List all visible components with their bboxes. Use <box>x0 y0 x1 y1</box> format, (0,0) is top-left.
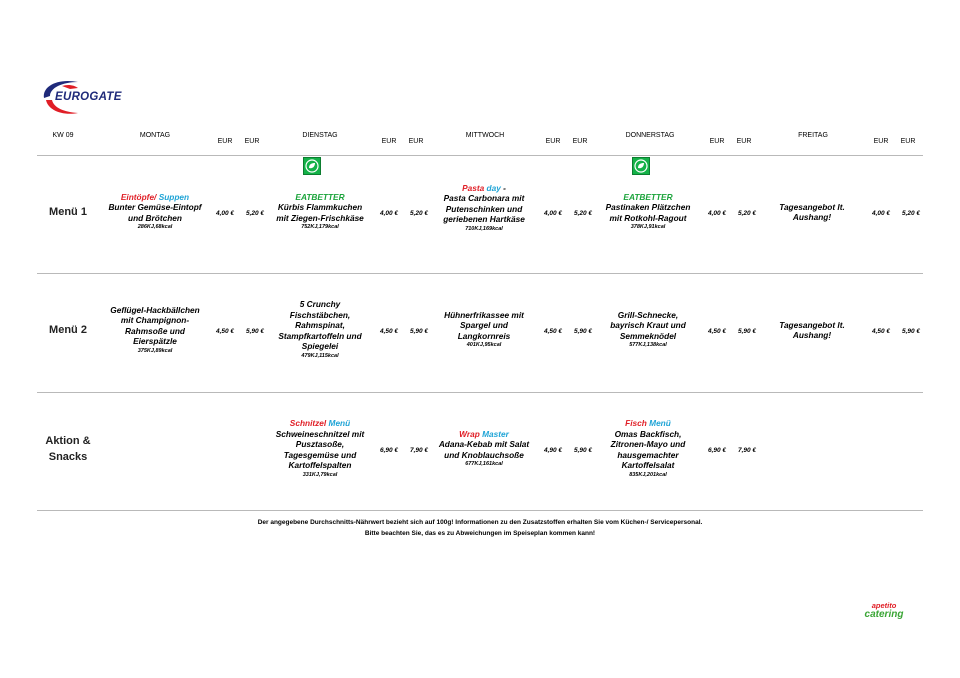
dish-line: Tagesgemüse und <box>283 449 357 460</box>
price-employee: 4,00 € <box>215 210 235 217</box>
divider <box>37 155 923 156</box>
dish-tag-word: Eintöpfe/ <box>120 191 157 202</box>
brand-line-2: catering <box>864 609 904 620</box>
price-guest: 5,90 € <box>737 328 757 335</box>
price-guest: 7,90 € <box>737 447 757 454</box>
dish-nutrition: 752KJ,179kcal <box>301 224 339 231</box>
dish-cell-wednesday <box>409 429 559 470</box>
price-guest: 5,20 € <box>409 210 429 217</box>
dish-line: Langkornreis <box>457 330 511 341</box>
dish-cell-thursday <box>573 310 723 351</box>
dish-cell-wednesday <box>409 183 559 234</box>
dish-line: und Knoblauchsoße <box>444 449 524 460</box>
dish-tag <box>409 429 559 440</box>
dish-line: Tagesangebot lt. <box>779 319 845 330</box>
price-guest: 5,20 € <box>901 210 921 217</box>
eur-label: EUR <box>572 138 588 145</box>
dish-line: mit Ziegen-Frischkäse <box>276 212 364 223</box>
price-employee: 4,50 € <box>707 328 727 335</box>
divider <box>37 273 923 274</box>
dish-line: Kartoffelspalten <box>288 460 352 471</box>
dish-nutrition: 479KJ,115kcal <box>301 352 339 359</box>
eur-label: EUR <box>709 138 725 145</box>
dish-line: und Brötchen <box>128 212 182 223</box>
day-header-wednesday: MITTWOCH <box>465 132 505 139</box>
dish-cell-wednesday <box>409 310 559 351</box>
dish-line: Adana-Kebab mit Salat <box>438 439 530 450</box>
price-employee: 4,00 € <box>543 210 563 217</box>
dish-tag <box>80 192 230 203</box>
dish-cell-tuesday <box>245 192 395 233</box>
dish-line: mit Rotkohl-Ragout <box>609 212 687 223</box>
dish-line: Rahmspinat, <box>295 320 345 331</box>
logo-text: EUROGATE <box>55 91 122 103</box>
price-employee: 4,50 € <box>871 328 891 335</box>
dish-tag-word: Wrap <box>459 428 480 439</box>
dish-line: Spargel und <box>460 320 508 331</box>
dish-nutrition: 677KJ,161kcal <box>465 461 503 468</box>
dish-nutrition: 375KJ,89kcal <box>137 347 173 354</box>
dish-line: hausgemachter <box>617 449 679 460</box>
eur-label: EUR <box>217 138 233 145</box>
day-header-monday: MONTAG <box>139 132 171 139</box>
week-number: KW 09 <box>52 132 74 139</box>
dish-line: Geflügel-Hackbällchen <box>110 304 200 315</box>
dish-tag <box>245 418 395 429</box>
dish-line: Kartoffelsalat <box>621 460 675 471</box>
dish-line: Zitronen-Mayo und <box>610 439 686 450</box>
dish-line: Pusztasoße, <box>295 439 345 450</box>
price-employee: 4,00 € <box>379 210 399 217</box>
price-guest: 5,20 € <box>573 210 593 217</box>
row-label <box>36 433 100 465</box>
price-guest: 5,20 € <box>245 210 265 217</box>
dish-cell-tuesday <box>245 418 395 480</box>
price-guest: 5,90 € <box>245 328 265 335</box>
dish-nutrition: 835KJ,201kcal <box>629 471 667 478</box>
dish-nutrition: 577KJ,138kcal <box>629 342 667 349</box>
eur-label: EUR <box>244 138 260 145</box>
dish-line: Rahmsoße und <box>125 325 185 336</box>
footer-line: Bitte beachten Sie, das es zu Abweichungen im Speiseplan kommen kann! <box>364 529 596 537</box>
eur-label: EUR <box>381 138 397 145</box>
dish-cell-friday <box>737 202 887 223</box>
row-label-line: Menü 2 <box>49 324 87 336</box>
dish-tag-word: Pasta <box>462 182 485 193</box>
dish-line: Tagesangebot lt. <box>779 201 845 212</box>
eurogate-logo <box>40 76 150 116</box>
price-guest: 5,90 € <box>901 328 921 335</box>
dish-line: Grill-Schnecke, <box>617 309 679 320</box>
price-employee: 6,90 € <box>379 447 399 454</box>
dish-line: Kürbis Flammkuchen <box>277 202 363 213</box>
price-guest: 5,90 € <box>409 328 429 335</box>
apetito-catering-logo <box>855 601 913 619</box>
dish-line: Fischstäbchen, <box>289 309 351 320</box>
dish-tag-word: Master <box>482 428 509 439</box>
price-employee: 4,50 € <box>379 328 399 335</box>
dish-line: mit Champignon- <box>120 315 190 325</box>
dish-tag <box>245 192 395 203</box>
price-employee: 6,90 € <box>707 447 727 454</box>
price-guest: 5,90 € <box>573 447 593 454</box>
price-employee: 4,50 € <box>215 328 235 335</box>
dish-line: Aushang! <box>792 212 832 222</box>
dish-line: Schweineschnitzel mit <box>275 428 365 439</box>
price-employee: 4,90 € <box>543 447 563 454</box>
dish-tag-word: Menü <box>649 418 671 429</box>
dish-cell-thursday <box>573 192 723 233</box>
dish-tag <box>573 418 723 429</box>
divider <box>37 510 923 511</box>
price-guest: 5,20 € <box>737 210 757 217</box>
dish-line: Hühnerfrikassee mit <box>444 309 524 320</box>
dish-line: Spiegelei <box>301 341 339 352</box>
dish-tag-word: EATBETTER <box>623 191 673 202</box>
dish-line: Semmeknödel <box>619 330 677 341</box>
dish-nutrition: 331KJ,79kcal <box>302 471 338 478</box>
divider <box>37 392 923 393</box>
dish-line: Stampfkartoffeln und <box>278 330 362 341</box>
dish-line: Pastinaken Plätzchen <box>605 202 691 213</box>
dish-line: bayrisch Kraut und <box>610 320 686 331</box>
eur-label: EUR <box>408 138 424 145</box>
day-header-friday: FREITAG <box>798 132 828 139</box>
dish-nutrition: 378KJ,91kcal <box>630 224 666 231</box>
day-header-thursday: DONNERSTAG <box>625 132 675 139</box>
dish-cell-monday <box>80 192 230 233</box>
dish-line: Bunter Gemüse-Eintopf <box>108 202 202 213</box>
dish-tag-word: day <box>486 182 501 193</box>
price-employee: 4,00 € <box>871 210 891 217</box>
dish-nutrition: 401KJ,95kcal <box>466 342 502 349</box>
row-label-line: Aktion & <box>45 435 91 447</box>
dish-tag <box>409 183 559 194</box>
dish-tag <box>573 192 723 203</box>
eatbetter-leaf-icon <box>303 157 321 175</box>
price-employee: 4,50 € <box>543 328 563 335</box>
dish-line: Putenschinken und <box>445 203 523 214</box>
dish-line: Omas Backfisch, <box>614 428 682 439</box>
day-header-tuesday: DIENSTAG <box>302 132 338 139</box>
dish-cell-tuesday <box>245 299 395 361</box>
dish-tag-word: Fisch <box>625 418 647 429</box>
dish-cell-friday <box>737 320 887 341</box>
dish-tag-word: - <box>503 182 506 193</box>
eur-label: EUR <box>900 138 916 145</box>
footer-line: Der angegebene Durchschnitts-Nährwert bezieht sich auf 100g! Informationen zu den Zusatzstoffen erhalten Sie vom Küchen-/ Servicepersonal. <box>257 519 703 526</box>
dish-cell-monday <box>80 305 230 356</box>
dish-tag-word: Menü <box>328 418 351 429</box>
eur-label: EUR <box>873 138 889 145</box>
dish-nutrition: 710KJ,169kcal <box>465 225 503 232</box>
dish-line: Aushang! <box>792 330 832 340</box>
price-guest: 7,90 € <box>409 447 429 454</box>
dish-line: Pasta Carbonara mit <box>443 193 525 203</box>
footer-note <box>150 518 810 539</box>
dish-line: 5 Crunchy <box>299 299 341 310</box>
dish-cell-thursday <box>573 418 723 480</box>
row-label-line: Menü 1 <box>49 206 87 218</box>
brand-line-1: apetito <box>871 601 897 610</box>
price-employee: 4,00 € <box>707 210 727 217</box>
row-label-line: Snacks <box>48 451 88 463</box>
eur-label: EUR <box>545 138 561 145</box>
dish-tag-word: Suppen <box>158 191 190 202</box>
dish-line: geriebenen Hartkäse <box>443 214 525 224</box>
dish-line: Eierspätzle <box>133 336 177 346</box>
dish-tag-word: EATBETTER <box>295 191 345 202</box>
eur-label: EUR <box>736 138 752 145</box>
eatbetter-leaf-icon <box>632 157 650 175</box>
dish-tag-word: Schnitzel <box>289 418 327 429</box>
price-guest: 5,90 € <box>573 328 593 335</box>
dish-nutrition: 286KJ,68kcal <box>137 224 173 231</box>
